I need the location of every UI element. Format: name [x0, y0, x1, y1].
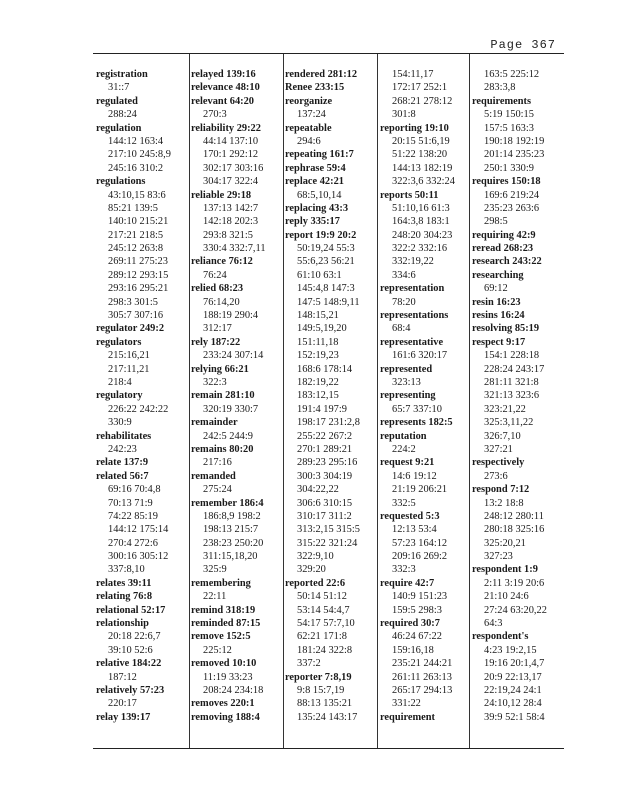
index-locator: 57:23 164:12 — [392, 537, 448, 549]
index-locator: 154:1 228:18 — [484, 350, 540, 362]
index-locator: 208:24 234:18 — [203, 684, 264, 696]
index-term: reporter 7:8,19 — [285, 671, 352, 683]
index-term: regulations — [96, 176, 146, 188]
index-locator: 46:24 67:22 — [392, 631, 442, 643]
index-locator: 209:16 269:2 — [392, 551, 448, 563]
index-term: repeating 161:7 — [285, 149, 354, 161]
index-locator: 145:4,8 147:3 — [297, 283, 355, 295]
index-locator: 217:16 — [203, 457, 232, 469]
index-term: representations — [380, 310, 449, 322]
index-locator: 332:19,22 — [392, 256, 434, 268]
index-locator: 280:18 325:16 — [484, 524, 545, 536]
index-locator: 270:1 289:21 — [297, 443, 353, 455]
index-term: respond 7:12 — [472, 484, 530, 496]
index-term: reorganize — [285, 95, 333, 107]
index-locator: 69:12 — [484, 283, 508, 295]
index-locator: 201:14 235:23 — [484, 149, 545, 161]
index-locator: 27:24 63:20,22 — [484, 604, 547, 616]
index-term: reliance 76:12 — [191, 256, 253, 268]
index-locator: 144:12 175:14 — [108, 524, 169, 536]
index-locator: 298:3 301:5 — [108, 296, 158, 308]
index-term: relying 66:21 — [191, 363, 249, 375]
index-term: regulator 249:2 — [96, 323, 165, 335]
index-locator: 235:23 263:6 — [484, 202, 540, 214]
index-locator: 332:5 — [392, 497, 416, 509]
index-locator: 31::7 — [108, 82, 130, 94]
index-locator: 53:14 54:4,7 — [297, 604, 350, 616]
index-locator: 140:9 151:23 — [392, 591, 448, 603]
index-locator: 327:23 — [484, 551, 513, 563]
index-locator: 51:10,16 61:3 — [392, 202, 450, 214]
index-locator: 242:23 — [108, 443, 137, 455]
index-term: rendered 281:12 — [285, 69, 358, 80]
index-locator: 170:1 292:12 — [203, 149, 259, 161]
index-locator: 289:12 293:15 — [108, 269, 169, 281]
index-term: regulated — [96, 95, 138, 107]
column-divider — [189, 54, 190, 748]
index-locator: 21:10 24:6 — [484, 591, 529, 603]
index-locator: 250:1 330:9 — [484, 162, 534, 174]
index-locator: 148:15,21 — [297, 310, 339, 322]
index-term: reply 335:17 — [285, 216, 340, 228]
index-term: repeatable — [285, 122, 332, 134]
index-term: requirements — [472, 95, 532, 107]
index-locator: 325:20,21 — [484, 537, 526, 549]
index-locator: 225:12 — [203, 644, 232, 656]
index-locator: 245:12 263:8 — [108, 243, 164, 255]
index-term: relational 52:17 — [96, 604, 166, 616]
index-locator: 9:8 15:7,19 — [297, 684, 345, 696]
index-term: respondent 1:9 — [472, 564, 538, 576]
index-locator: 20:9 22:13,17 — [484, 671, 542, 683]
index-term: represents 182:5 — [380, 417, 453, 429]
index-term: representation — [380, 283, 445, 295]
index-locator: 270:3 — [203, 109, 227, 121]
index-term: removes 220:1 — [191, 698, 255, 710]
index-locator: 323:13 — [392, 376, 421, 388]
index-locator: 43:10,15 83:6 — [108, 189, 166, 201]
index-locator: 298:5 — [484, 216, 508, 228]
index-column-5 — [472, 68, 564, 748]
index-term: respondent's — [472, 631, 529, 643]
index-locator: 68:4 — [392, 323, 411, 335]
index-locator: 245:16 310:2 — [108, 162, 164, 174]
column-divider — [377, 54, 378, 748]
index-locator: 218:4 — [108, 376, 132, 388]
index-locator: 293:8 321:5 — [203, 229, 253, 241]
index-locator: 235:21 244:21 — [392, 658, 453, 670]
index-term: reported 22:6 — [285, 577, 346, 589]
index-locator: 304:22,22 — [297, 484, 339, 496]
index-locator: 68:5,10,14 — [297, 189, 342, 201]
index-term: resolving 85:19 — [472, 323, 540, 335]
index-locator: 181:24 322:8 — [297, 644, 353, 656]
index-term: relevant 64:20 — [191, 95, 255, 107]
index-term: representative — [380, 336, 444, 348]
index-term: reporting 19:10 — [380, 122, 449, 134]
index-term: Renee 233:15 — [285, 82, 345, 94]
index-locator: 12:13 53:4 — [392, 524, 437, 536]
index-locator: 39:10 52:6 — [108, 644, 153, 656]
index-locator: 147:5 148:9,11 — [297, 296, 360, 308]
index-term: relay 139:17 — [96, 711, 151, 723]
index-locator: 281:11 321:8 — [484, 376, 539, 388]
index-term: remember 186:4 — [191, 497, 264, 509]
index-locator: 149:5,19,20 — [297, 323, 347, 335]
index-locator: 157:5 163:3 — [484, 122, 534, 134]
index-locator: 78:20 — [392, 296, 416, 308]
index-locator: 305:7 307:16 — [108, 310, 164, 322]
index-locator: 186:8,9 198:2 — [203, 510, 261, 522]
index-locator: 151:11,18 — [297, 336, 339, 348]
index-locator: 255:22 267:2 — [297, 430, 353, 442]
index-term: removing 188:4 — [191, 711, 260, 723]
index-locator: 24:10,12 28:4 — [484, 698, 542, 710]
index-locator: 159:16,18 — [392, 644, 434, 656]
index-locator: 144:13 182:19 — [392, 162, 453, 174]
index-locator: 311:15,18,20 — [203, 551, 258, 563]
index-term: related 56:7 — [96, 470, 149, 482]
index-locator: 325:9 — [203, 564, 227, 576]
index-term: removed 10:10 — [191, 658, 257, 670]
index-term: representing — [380, 390, 436, 402]
index-locator: 154:11,17 — [392, 69, 434, 80]
index-term: relayed 139:16 — [191, 69, 256, 80]
word-index-table — [93, 53, 564, 749]
index-locator: 330:9 — [108, 417, 132, 429]
index-term: reread 268:23 — [472, 243, 534, 255]
index-locator: 62:21 171:8 — [297, 631, 347, 643]
index-locator: 11:19 33:23 — [203, 671, 253, 683]
index-locator: 322:9,10 — [297, 551, 334, 563]
index-term: rely 187:22 — [191, 336, 241, 348]
index-term: replace 42:21 — [285, 176, 344, 188]
index-locator: 188:19 290:4 — [203, 310, 259, 322]
index-term: remove 152:5 — [191, 631, 251, 643]
index-locator: 310:17 311:2 — [297, 510, 352, 522]
index-locator: 322:2 332:16 — [392, 243, 448, 255]
index-term: replacing 43:3 — [285, 202, 349, 214]
index-locator: 268:21 278:12 — [392, 95, 453, 107]
index-locator: 315:22 321:24 — [297, 537, 358, 549]
index-locator: 54:17 57:7,10 — [297, 618, 355, 630]
index-locator: 51:22 138:20 — [392, 149, 448, 161]
index-locator: 330:4 332:7,11 — [203, 243, 266, 255]
index-term: regulators — [96, 336, 142, 348]
index-term: relates 39:11 — [96, 577, 152, 589]
index-locator: 228:24 243:17 — [484, 363, 545, 375]
index-locator: 313:2,15 315:5 — [297, 524, 360, 536]
index-locator: 224:2 — [392, 443, 416, 455]
index-locator: 161:6 320:17 — [392, 350, 448, 362]
index-term: reliability 29:22 — [191, 122, 261, 134]
index-locator: 289:23 295:16 — [297, 457, 358, 469]
index-locator: 321:13 323:6 — [484, 390, 540, 402]
index-locator: 323:21,22 — [484, 403, 526, 415]
index-locator: 322:3 — [203, 376, 227, 388]
index-locator: 163:5 225:12 — [484, 69, 540, 80]
index-locator: 22:19,24 24:1 — [484, 684, 542, 696]
index-locator: 265:17 294:13 — [392, 684, 453, 696]
index-locator: 300:16 305:12 — [108, 551, 169, 563]
index-locator: 50:19,24 55:3 — [297, 243, 355, 255]
index-locator: 327:21 — [484, 443, 513, 455]
index-column-4 — [380, 68, 468, 748]
index-locator: 190:18 192:19 — [484, 135, 545, 147]
index-locator: 233:24 307:14 — [203, 350, 264, 362]
index-locator: 4:23 19:2,15 — [484, 644, 537, 656]
index-locator: 217:10 245:8,9 — [108, 149, 171, 161]
index-locator: 261:11 263:13 — [392, 671, 452, 683]
index-term: rephrase 59:4 — [285, 162, 346, 174]
index-locator: 19:16 20:1,4,7 — [484, 658, 545, 670]
index-term: rehabilitates — [96, 430, 152, 442]
index-term: required 30:7 — [380, 618, 440, 630]
index-locator: 198:13 215:7 — [203, 524, 259, 536]
index-term: report 19:9 20:2 — [285, 229, 357, 241]
index-locator: 187:12 — [108, 671, 137, 683]
index-locator: 140:10 215:21 — [108, 216, 169, 228]
index-locator: 304:17 322:4 — [203, 176, 259, 188]
index-term: remembering — [191, 577, 251, 589]
index-locator: 169:6 219:24 — [484, 189, 540, 201]
index-locator: 215:16,21 — [108, 350, 150, 362]
index-term: resins 16:24 — [472, 310, 525, 322]
index-term: respect 9:17 — [472, 336, 526, 348]
index-locator: 20:15 51:6,19 — [392, 135, 450, 147]
index-term: requested 5:3 — [380, 510, 440, 522]
index-term: reputation — [380, 430, 427, 442]
index-locator: 293:16 295:21 — [108, 283, 169, 295]
index-locator: 269:11 275:23 — [108, 256, 168, 268]
index-term: remain 281:10 — [191, 390, 255, 402]
index-locator: 248:12 280:11 — [484, 510, 544, 522]
index-term: remind 318:19 — [191, 604, 256, 616]
index-locator: 168:6 178:14 — [297, 363, 353, 375]
index-term: remainder — [191, 417, 238, 429]
index-locator: 144:12 163:4 — [108, 135, 164, 147]
index-locator: 142:18 202:3 — [203, 216, 259, 228]
index-term: relationship — [96, 618, 149, 630]
column-divider — [469, 54, 470, 748]
index-locator: 322:3,6 332:24 — [392, 176, 455, 188]
index-locator: 220:17 — [108, 698, 137, 710]
index-locator: 326:7,10 — [484, 430, 521, 442]
index-locator: 152:19,23 — [297, 350, 339, 362]
index-term: relied 68:23 — [191, 283, 244, 295]
index-locator: 301:8 — [392, 109, 416, 121]
index-locator: 22:11 — [203, 591, 227, 603]
index-locator: 69:16 70:4,8 — [108, 484, 161, 496]
index-term: remains 80:20 — [191, 443, 254, 455]
index-locator: 198:17 231:2,8 — [297, 417, 360, 429]
column-divider — [283, 54, 284, 748]
index-locator: 183:12,15 — [297, 390, 339, 402]
index-locator: 76:24 — [203, 269, 227, 281]
page-number-header: Page 367 — [490, 38, 556, 52]
index-column-3 — [285, 68, 377, 748]
index-term: relate 137:9 — [96, 457, 149, 469]
index-term: relevance 48:10 — [191, 82, 260, 94]
index-column-1 — [96, 68, 188, 748]
index-locator: 39:9 52:1 58:4 — [484, 711, 545, 723]
index-locator: 270:4 272:6 — [108, 537, 158, 549]
index-locator: 64:3 — [484, 618, 503, 630]
index-locator: 172:17 252:1 — [392, 82, 448, 94]
index-locator: 337:8,10 — [108, 564, 145, 576]
index-locator: 312:17 — [203, 323, 232, 335]
index-locator: 320:19 330:7 — [203, 403, 259, 415]
index-locator: 331:22 — [392, 698, 421, 710]
index-column-2 — [191, 68, 283, 748]
index-locator: 74:22 85:19 — [108, 510, 158, 522]
index-locator: 70:13 71:9 — [108, 497, 153, 509]
index-term: requires 150:18 — [472, 176, 541, 188]
index-locator: 55:6,23 56:21 — [297, 256, 355, 268]
index-locator: 226:22 242:22 — [108, 403, 169, 415]
index-term: registration — [96, 69, 148, 80]
index-term: requiring 42:9 — [472, 229, 536, 241]
index-locator: 88:13 135:21 — [297, 698, 353, 710]
index-locator: 288:24 — [108, 109, 137, 121]
index-locator: 217:21 218:5 — [108, 229, 164, 241]
index-locator: 325:3,11,22 — [484, 417, 534, 429]
index-term: relatively 57:23 — [96, 684, 165, 696]
index-locator: 65:7 337:10 — [392, 403, 442, 415]
index-locator: 50:14 51:12 — [297, 591, 347, 603]
index-locator: 337:2 — [297, 658, 321, 670]
index-locator: 238:23 250:20 — [203, 537, 264, 549]
index-term: resin 16:23 — [472, 296, 521, 308]
index-term: require 42:7 — [380, 577, 435, 589]
index-term: regulation — [96, 122, 142, 134]
index-locator: 275:24 — [203, 484, 232, 496]
index-locator: 137:24 — [297, 109, 326, 121]
index-locator: 61:10 63:1 — [297, 269, 342, 281]
index-locator: 283:3,8 — [484, 82, 516, 94]
index-locator: 191:4 197:9 — [297, 403, 347, 415]
index-term: represented — [380, 363, 433, 375]
index-locator: 137:13 142:7 — [203, 202, 259, 214]
index-term: research 243:22 — [472, 256, 542, 268]
index-term: relative 184:22 — [96, 658, 162, 670]
index-locator: 182:19,22 — [297, 376, 339, 388]
index-term: relating 76:8 — [96, 591, 153, 603]
index-term: requirement — [380, 711, 436, 723]
index-term: respectively — [472, 457, 525, 469]
index-locator: 164:3,8 183:1 — [392, 216, 450, 228]
index-locator: 76:14,20 — [203, 296, 240, 308]
index-term: regulatory — [96, 390, 143, 402]
index-locator: 5:19 150:15 — [484, 109, 534, 121]
index-locator: 248:20 304:23 — [392, 229, 453, 241]
index-locator: 14:6 19:12 — [392, 470, 437, 482]
index-locator: 13:2 18:8 — [484, 497, 524, 509]
index-locator: 20:18 22:6,7 — [108, 631, 161, 643]
index-locator: 306:6 310:15 — [297, 497, 353, 509]
index-locator: 21:19 206:21 — [392, 484, 448, 496]
index-locator: 334:6 — [392, 269, 416, 281]
index-term: request 9:21 — [380, 457, 435, 469]
index-locator: 85:21 139:5 — [108, 202, 158, 214]
index-locator: 302:17 303:16 — [203, 162, 264, 174]
index-term: reliable 29:18 — [191, 189, 252, 201]
index-locator: 2:11 3:19 20:6 — [484, 577, 545, 589]
index-locator: 135:24 143:17 — [297, 711, 358, 723]
index-locator: 44:14 137:10 — [203, 135, 259, 147]
index-locator: 159:5 298:3 — [392, 604, 442, 616]
index-term: reports 50:11 — [380, 189, 439, 201]
index-locator: 332:3 — [392, 564, 416, 576]
index-term: researching — [472, 269, 524, 281]
index-term: remanded — [191, 470, 236, 482]
index-locator: 294:6 — [297, 135, 321, 147]
index-locator: 329:20 — [297, 564, 326, 576]
index-term: reminded 87:15 — [191, 618, 261, 630]
index-locator: 273:6 — [484, 470, 508, 482]
index-locator: 300:3 304:19 — [297, 470, 353, 482]
index-locator: 217:11,21 — [108, 363, 150, 375]
index-locator: 242:5 244:9 — [203, 430, 253, 442]
